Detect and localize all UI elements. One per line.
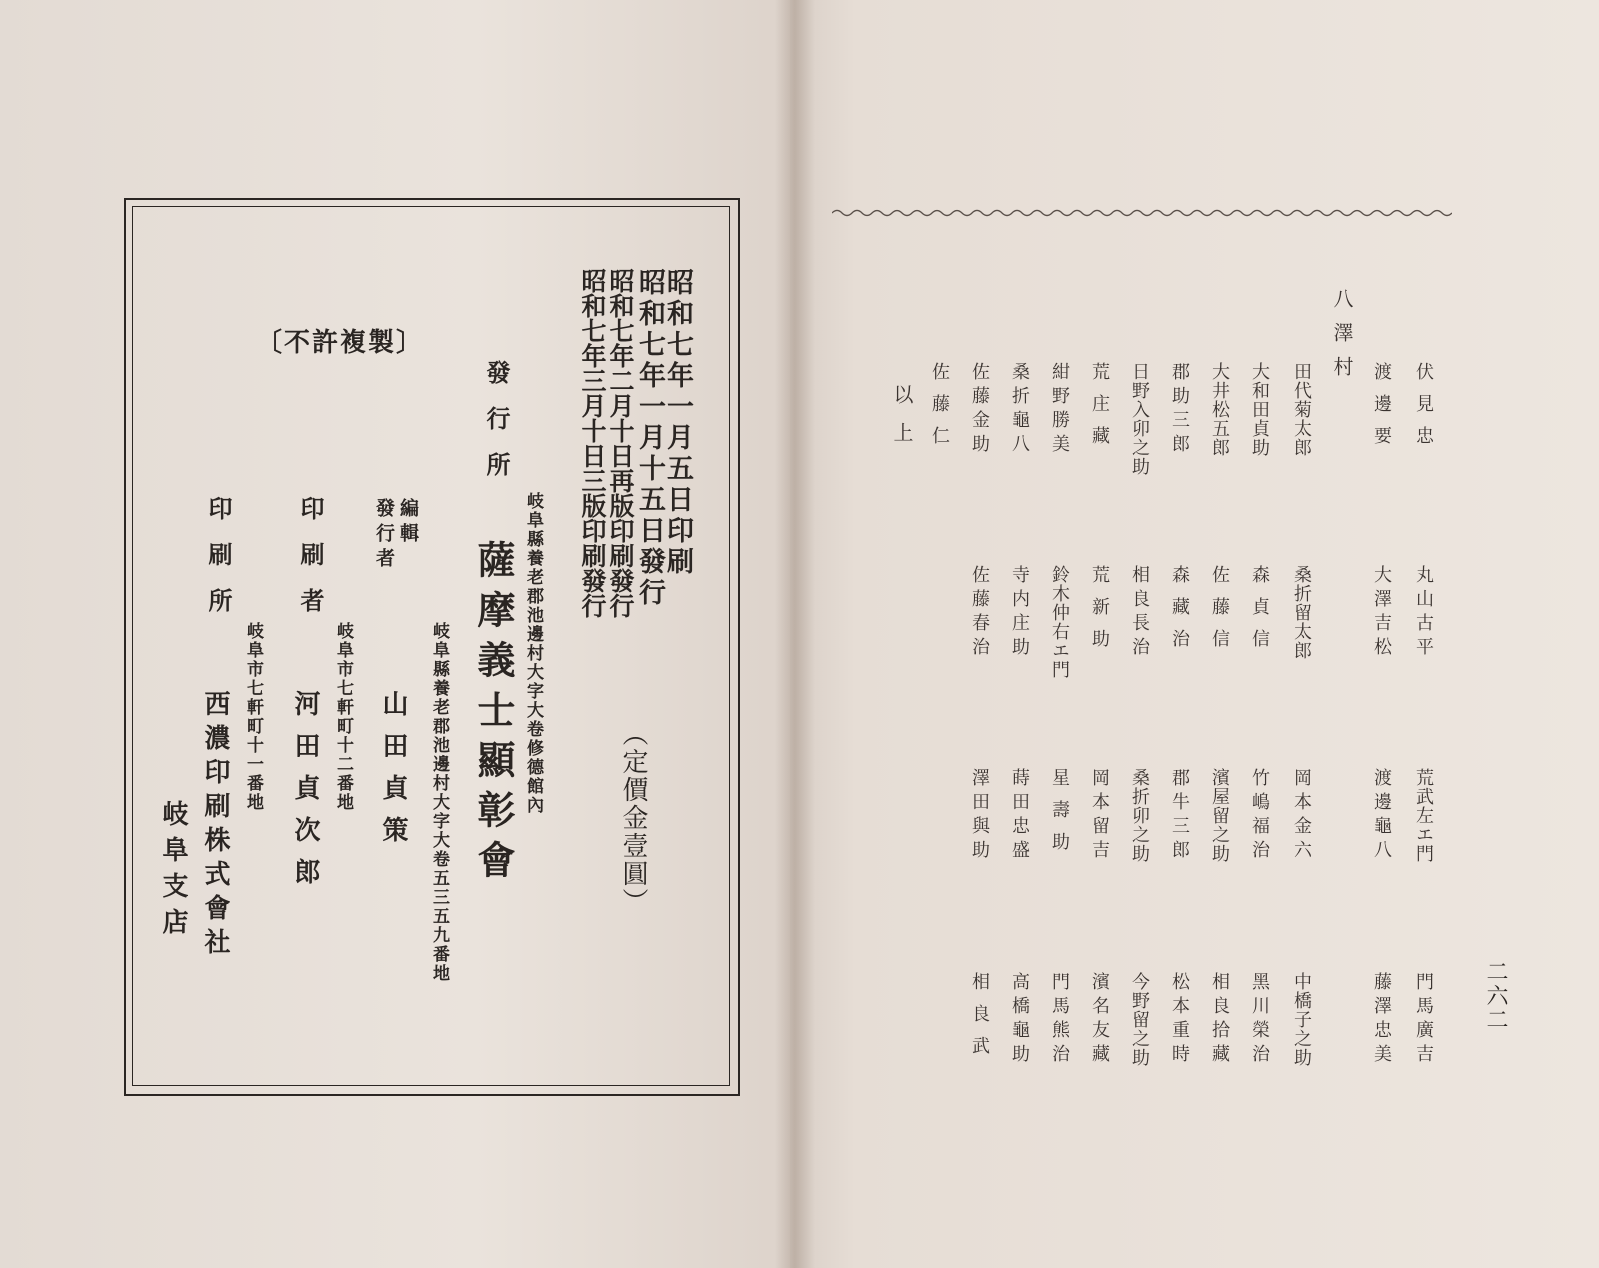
name-entry: 荒武左エ門 bbox=[1413, 768, 1434, 863]
name-entry: 佐藤金助 bbox=[969, 362, 990, 458]
name-entry: 竹嶋福治 bbox=[1249, 768, 1270, 864]
name-entry: 鈴木仲右エ門 bbox=[1049, 565, 1070, 679]
name-entry: 田代菊太郎 bbox=[1291, 362, 1312, 457]
name-entry: 濱屋留之助 bbox=[1209, 768, 1230, 863]
publisher-label: 發行所 bbox=[482, 360, 511, 498]
page-number: 二六二 bbox=[1483, 960, 1508, 1032]
name-entry: 相良拾藏 bbox=[1209, 972, 1230, 1068]
name-entry: 荒庄藏 bbox=[1089, 362, 1110, 458]
date-reprint-2: 昭和七年二月十日再版印刷發行 bbox=[606, 268, 635, 618]
name-entry: 大井松五郎 bbox=[1209, 362, 1230, 457]
name-entry: 濱名友藏 bbox=[1089, 972, 1110, 1068]
name-entry: 岡本金六 bbox=[1291, 768, 1312, 864]
name-entry: 伏見忠 bbox=[1413, 362, 1434, 458]
name-entry: 中橋子之助 bbox=[1291, 972, 1312, 1067]
name-entry: 渡邊龜八 bbox=[1371, 768, 1392, 864]
name-entry: 渡邊要 bbox=[1371, 362, 1392, 458]
price-label: （定價金壹圓） bbox=[618, 720, 648, 916]
name-entry: 佐藤仁 bbox=[929, 362, 950, 458]
name-entry: 桑折卯之助 bbox=[1129, 768, 1150, 863]
name-entry: 日野入卯之助 bbox=[1129, 362, 1150, 476]
print-office-name: 西濃印刷株式會社 bbox=[200, 690, 230, 962]
print-office-address: 岐阜市七軒町十一番地 bbox=[243, 622, 263, 812]
name-entry: 黑川榮治 bbox=[1249, 972, 1270, 1068]
printer-label: 印刷者 bbox=[296, 496, 325, 634]
name-entry: 藤澤忠美 bbox=[1371, 972, 1392, 1068]
village-label: 八澤村 bbox=[1330, 288, 1354, 390]
name-entry: 森貞信 bbox=[1249, 565, 1270, 661]
print-office-label: 印刷所 bbox=[204, 496, 233, 634]
name-entry: 蒔田忠盛 bbox=[1009, 768, 1030, 864]
printer-name: 河田貞次郎 bbox=[290, 690, 320, 900]
wavy-rule bbox=[832, 206, 1452, 220]
name-entry: 紺野勝美 bbox=[1049, 362, 1070, 458]
name-entry: 相良長治 bbox=[1129, 565, 1150, 661]
name-entry: 岡本留吉 bbox=[1089, 768, 1110, 864]
printer-address: 岐阜市七軒町十二番地 bbox=[333, 622, 353, 812]
name-entry: 星壽助 bbox=[1049, 768, 1070, 864]
no-reprint-notice: 〔不許複製〕 bbox=[256, 328, 425, 358]
right-page bbox=[790, 0, 1599, 1268]
publisher-address: 岐阜縣養老郡池邊村大字大卷修德館內 bbox=[523, 492, 543, 815]
name-entry: 森藏治 bbox=[1169, 565, 1190, 661]
name-entry: 桑折留太郎 bbox=[1291, 565, 1312, 660]
name-entry: 相良武 bbox=[969, 972, 990, 1068]
name-entry: 門馬廣吉 bbox=[1413, 972, 1434, 1068]
name-entry: 郡助三郎 bbox=[1169, 362, 1190, 458]
name-entry: 郡牛三郎 bbox=[1169, 768, 1190, 864]
name-entry: 松本重時 bbox=[1169, 972, 1190, 1068]
name-entry: 澤田與助 bbox=[969, 768, 990, 864]
publisher-name: 薩摩義士顯彰會 bbox=[471, 540, 516, 890]
editor-label-2: 發行者 bbox=[373, 498, 395, 573]
date-print-1: 昭和七年一月五日印刷 bbox=[662, 268, 693, 578]
date-reprint-3: 昭和七年三月十日三版印刷發行 bbox=[578, 268, 607, 618]
name-entry: 丸山古平 bbox=[1413, 565, 1434, 661]
name-entry: 門馬熊治 bbox=[1049, 972, 1070, 1068]
editor-address: 岐阜縣養老郡池邊村大字大卷五三五九番地 bbox=[429, 622, 449, 983]
name-entry: 今野留之助 bbox=[1129, 972, 1150, 1067]
name-entry: 佐藤信 bbox=[1209, 565, 1230, 661]
print-office-branch: 岐阜支店 bbox=[158, 800, 188, 944]
editor-label-1: 編輯 bbox=[397, 498, 419, 548]
name-entry: 大和田貞助 bbox=[1249, 362, 1270, 457]
book-gutter bbox=[775, 0, 815, 1268]
editor-name: 山田貞策 bbox=[378, 690, 408, 858]
name-entry: 寺内庄助 bbox=[1009, 565, 1030, 661]
name-entry: 桑折龜八 bbox=[1009, 362, 1030, 458]
name-entry: 佐藤春治 bbox=[969, 565, 990, 661]
name-entry: 荒新助 bbox=[1089, 565, 1110, 661]
end-mark: 以上 bbox=[890, 384, 914, 460]
date-issue-1: 昭和七年一月十五日發行 bbox=[634, 268, 665, 609]
name-entry: 高橋龜助 bbox=[1009, 972, 1030, 1068]
name-entry: 大澤吉松 bbox=[1371, 565, 1392, 661]
